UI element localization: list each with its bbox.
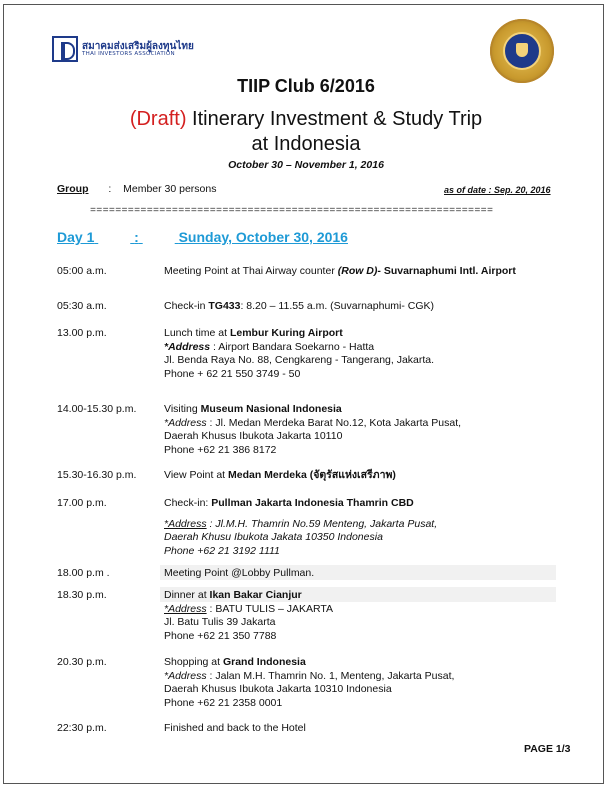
venue-name: Medan Merdeka (จัตุรัสแห่งเสรีภาพ) bbox=[228, 469, 396, 481]
venue-name: Ikan Bakar Cianjur bbox=[209, 589, 302, 601]
phone-line: Phone +62 21 3192 1111 bbox=[164, 544, 280, 557]
tia-logo-icon bbox=[52, 36, 78, 62]
address-line: : Jalan M.H. Thamrin No. 1, Menteng, Jakarta Pusat, bbox=[206, 669, 455, 682]
address-line: : Jl.M.H. Thamrin No.59 Menteng, Jakarta Pusat, bbox=[206, 517, 438, 530]
divider-rule: ================================================================ bbox=[90, 206, 494, 217]
trip-dates: October 30 – November 1, 2016 bbox=[228, 159, 384, 171]
address-line: Jl. Benda Raya No. 88, Cengkareng - Tangerang, Jakarta. bbox=[164, 354, 435, 366]
phone-line: Phone + 62 21 550 3749 - 50 bbox=[164, 367, 301, 380]
time-0530: 05:30 a.m. bbox=[57, 300, 107, 312]
entry-text: View Point at bbox=[164, 469, 229, 481]
entry-view-point bbox=[164, 469, 396, 483]
entry-meeting-point bbox=[164, 265, 516, 279]
phone-line: Phone +62 21 350 7788 bbox=[164, 629, 277, 642]
entry-text: Lunch time at bbox=[164, 327, 230, 339]
time-1400: 14.00-15.30 p.m. bbox=[57, 403, 137, 415]
flight-number: TG433 bbox=[208, 300, 241, 312]
day-label: Day 1 bbox=[57, 229, 95, 245]
time-0500: 05:00 a.m. bbox=[57, 265, 107, 277]
address-label: *Address bbox=[164, 340, 211, 353]
time-1700: 17.00 p.m. bbox=[57, 497, 107, 509]
day-date: Sunday, October 30, 2016 bbox=[178, 229, 348, 245]
address-line: Daerah Khusus Ibukota Jakarta 10310 Indonesia bbox=[164, 683, 392, 695]
address-label: *Address bbox=[164, 416, 207, 429]
entry-text: Check-in: bbox=[164, 497, 212, 509]
venue-name: Grand Indonesia bbox=[222, 656, 306, 668]
address-line: : Airport Bandara Soekarno - Hatta bbox=[210, 340, 375, 353]
time-2230: 22:30 p.m. bbox=[57, 722, 107, 734]
entry-shopping bbox=[164, 656, 454, 710]
group-row bbox=[57, 183, 217, 195]
phone-line: Phone +62 21 2358 0001 bbox=[164, 696, 283, 709]
entry-text: Meeting Point at Thai Airway counter bbox=[164, 265, 338, 277]
day-heading bbox=[57, 229, 348, 245]
entry-finished: Finished and back to the Hotel bbox=[164, 722, 306, 734]
time-1830: 18.30 p.m. bbox=[57, 589, 107, 601]
entry-museum bbox=[164, 403, 461, 457]
entry-text: Check-in bbox=[164, 300, 209, 312]
subtitle-line-2: at Indonesia bbox=[251, 133, 361, 155]
group-label: Group bbox=[57, 183, 89, 195]
phone-line: Phone +62 21 386 8172 bbox=[164, 443, 277, 456]
association-logo bbox=[52, 36, 202, 66]
draft-label: (Draft) bbox=[129, 108, 187, 130]
entry-dinner bbox=[164, 589, 333, 643]
entry-check-in-flight bbox=[164, 300, 434, 314]
venue-name: Lembur Kuring Airport bbox=[229, 327, 343, 339]
airport-name: - Suvarnaphumi Intl. Airport bbox=[377, 265, 516, 277]
address-label: *Address bbox=[164, 669, 207, 682]
time-2030: 20.30 p.m. bbox=[57, 656, 107, 668]
page-number: PAGE 1/3 bbox=[524, 743, 571, 755]
entry-lunch bbox=[164, 327, 434, 381]
counter-row: (Row D) bbox=[337, 265, 378, 277]
page-title: TIIP Club 6/2016 bbox=[237, 76, 375, 96]
venue-name: Museum Nasional Indonesia bbox=[200, 403, 342, 415]
time-1530: 15.30-16.30 p.m. bbox=[57, 469, 137, 481]
academy-seal-icon bbox=[490, 19, 554, 83]
entry-hotel-check-in bbox=[164, 497, 437, 558]
flight-times: : 8.20 – 11.55 a.m. (Suvarnaphumi- CGK) bbox=[240, 300, 435, 312]
as-of-date: as of date : Sep. 20, 2016 bbox=[444, 185, 551, 195]
entry-text: Shopping at bbox=[164, 656, 223, 668]
time-1800: 18.00 p.m . bbox=[57, 567, 110, 579]
address-line: : Jl. Medan Merdeka Barat No.12, Kota Jakarta Pusat, bbox=[206, 416, 462, 429]
address-line: Jl. Batu Tulis 39 Jakarta bbox=[164, 616, 276, 628]
address-label: *Address bbox=[164, 517, 207, 530]
address-line: Daerah Khusus Ibukota Jakarta 10110 bbox=[164, 430, 343, 442]
entry-lobby-meeting: Meeting Point @Lobby Pullman. bbox=[164, 567, 315, 579]
time-1300: 13.00 p.m. bbox=[57, 327, 107, 339]
address-line: Daerah Khusu Ibukota Jakata 10350 Indonesia bbox=[164, 531, 383, 543]
address-line: : BATU TULIS – JAKARTA bbox=[206, 602, 334, 615]
association-name-thai: สมาคมส่งเสริมผู้ลงทุนไทย bbox=[82, 41, 194, 52]
day-separator: : bbox=[134, 229, 139, 245]
group-value: Member 30 persons bbox=[123, 183, 217, 195]
seal-shield-icon bbox=[503, 32, 541, 70]
association-name-en: THAI INVESTORS ASSOCIATION bbox=[82, 51, 175, 57]
hotel-name: Pullman Jakarta Indonesia Thamrin CBD bbox=[211, 497, 414, 509]
address-label: *Address bbox=[164, 602, 207, 615]
entry-text: Visiting bbox=[164, 403, 201, 415]
entry-text: Dinner at bbox=[164, 589, 210, 601]
group-separator: : bbox=[108, 183, 112, 195]
subtitle-line-1 bbox=[0, 108, 612, 131]
subtitle-text: Itinerary Investment & Study Trip bbox=[192, 108, 483, 130]
